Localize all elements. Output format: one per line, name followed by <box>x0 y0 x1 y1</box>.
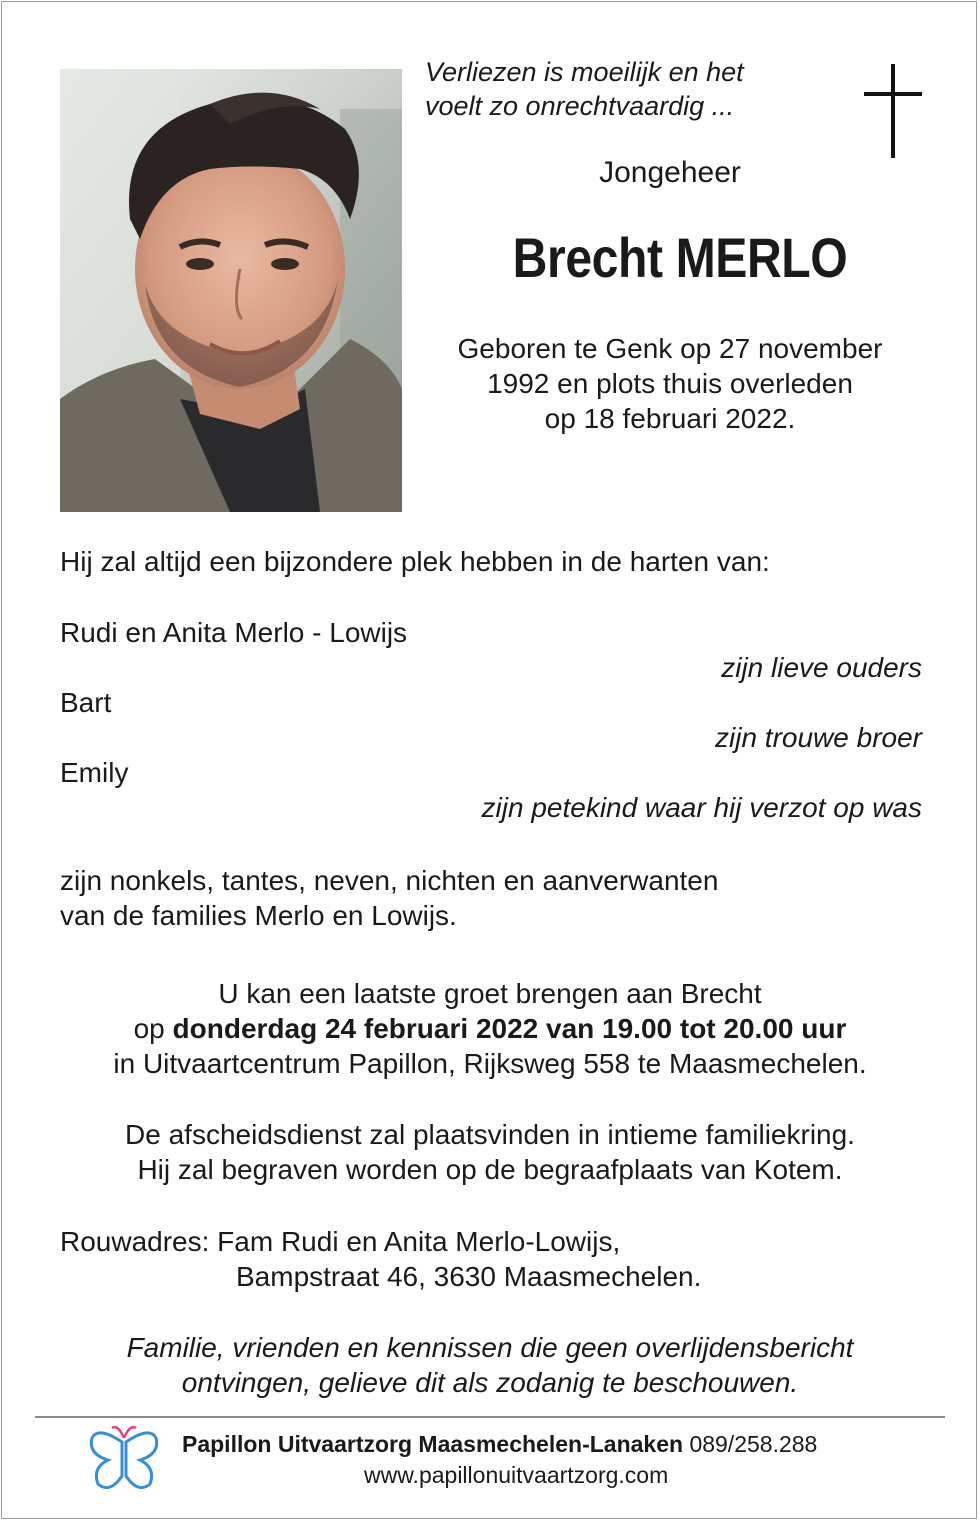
portrait-photo <box>60 69 402 512</box>
family-member-name: Emily <box>60 757 129 788</box>
deceased-name: Brecht MERLO <box>512 226 848 289</box>
visitation-location: in Uitvaartcentrum Papillon, Rijksweg 558 te Maasmechelen. <box>113 1048 867 1079</box>
mourning-address-street: Bampstraat 46, 3630 Maasmechelen. <box>236 1261 702 1292</box>
funeral-home-website[interactable]: www.papillonuitvaartzorg.com <box>364 1462 669 1488</box>
honorific-title: Jongeheer <box>599 156 741 189</box>
funeral-home-name: Papillon Uitvaartzorg Maasmechelen-Lanaken <box>182 1431 684 1457</box>
notice-line: ontvingen, gelieve dit als zodanig te beschouwen. <box>181 1367 799 1398</box>
intro-line: Hij zal altijd een bijzondere plek hebben in de harten van: <box>60 546 770 577</box>
service-line: De afscheidsdienst zal plaatsvinden in intieme familiekring. <box>125 1119 855 1150</box>
family-member-relation: zijn trouwe broer <box>715 722 922 753</box>
family-member-name: Bart <box>60 687 112 718</box>
visitation-date-line <box>40 1011 940 1046</box>
notice-line: Familie, vrienden en kennissen die geen overlijdensbericht <box>126 1332 854 1363</box>
funeral-home-line <box>182 1431 817 1458</box>
visitation-datetime: donderdag 24 februari 2022 van 19.00 tot 20.00 uur <box>172 1013 847 1044</box>
visitation-line: U kan een laatste groet brengen aan Brecht <box>218 978 762 1009</box>
footer-divider <box>35 1416 945 1418</box>
family-member-name: Rudi en Anita Merlo - Lowijs <box>60 617 408 648</box>
burial-line: Hij zal begraven worden op de begraafplaats van Kotem. <box>137 1154 843 1185</box>
birth-death-details: Geboren te Genk op 27 november 1992 en plots thuis overleden op 18 februari 2022. <box>457 333 883 434</box>
extended-family-line: van de families Merlo en Lowijs. <box>60 900 457 931</box>
visitation-prefix: op <box>133 1013 173 1044</box>
extended-family-line: zijn nonkels, tantes, neven, nichten en aanverwanten <box>60 865 719 896</box>
family-member-relation: zijn lieve ouders <box>721 652 922 683</box>
opening-quote: Verliezen is moeilijk en het voelt zo onrechtvaardig ... <box>425 57 744 121</box>
mourning-address-line: Rouwadres: Fam Rudi en Anita Merlo-Lowijs, <box>60 1226 621 1257</box>
butterfly-logo-icon <box>88 1424 160 1494</box>
family-member-relation: zijn petekind waar hij verzot op was <box>481 792 922 823</box>
cross-icon <box>864 64 922 158</box>
funeral-home-phone[interactable]: 089/258.288 <box>689 1431 818 1457</box>
